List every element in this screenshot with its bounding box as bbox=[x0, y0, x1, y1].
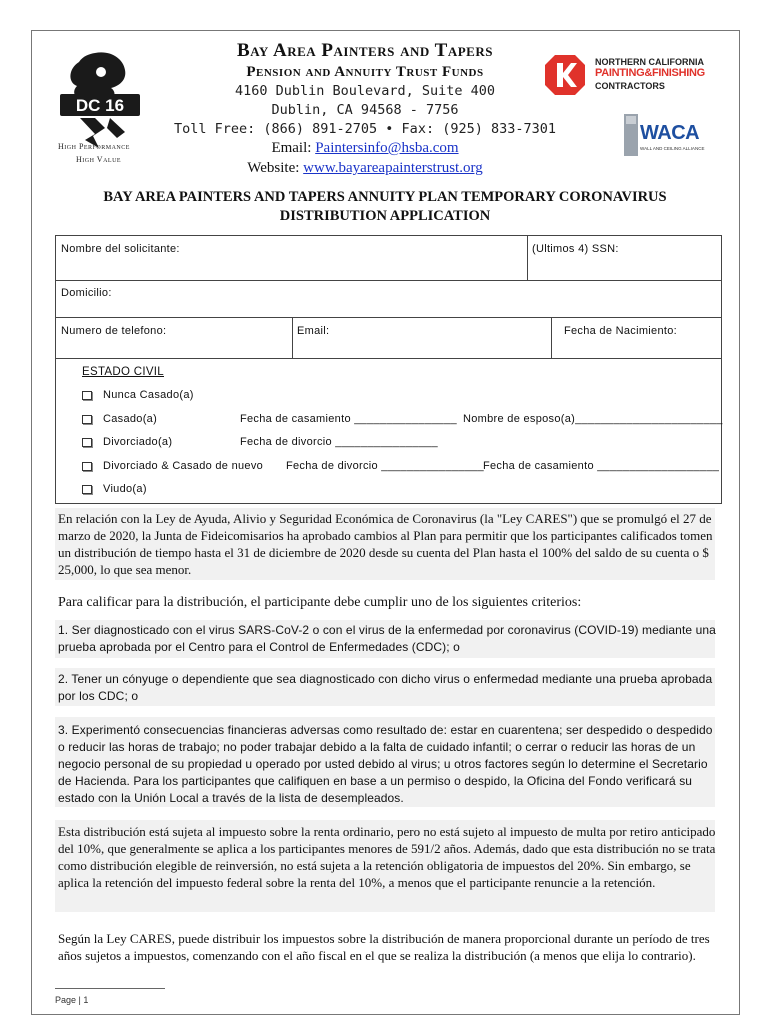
ncp-line-1: NORTHERN CALIFORNIA bbox=[595, 57, 704, 67]
ssn-field[interactable] bbox=[527, 235, 722, 281]
fund-name: Pension and Annuity Trust Funds bbox=[246, 64, 484, 80]
waca-logo bbox=[622, 112, 712, 160]
form-title-line-1: BAY AREA PAINTERS AND TAPERS ANNUITY PLAN TEMPORARY CORONAVIRUS bbox=[103, 189, 667, 205]
paragraph-tax: Esta distribución está sujeta al impuesto sobre la renta ordinario, pero no está sujeto al impuesto de multa por retiro anticipado del 10%, que generalmente se aplica a los participantes menores de 591/2 años. Además, dado que esta distribución no se trata como distribución elegible de reinversión, no está sujeta a la retención obligatoria de impuestos del 20%. Sin embargo, se aplica la retención del impuesto federal sobre la renta del 10%, a menos que el participante renuncie a la retención. bbox=[58, 824, 716, 890]
dc16-tagline-1: High Performance bbox=[58, 142, 130, 151]
civil-status-heading: ESTADO CIVIL bbox=[82, 366, 164, 378]
ncp-line-2: PAINTING&FINISHING bbox=[595, 67, 705, 79]
checkbox[interactable] bbox=[82, 438, 92, 447]
address-line-1: 4160 Dublin Boulevard, Suite 400 bbox=[234, 83, 496, 99]
email-field[interactable] bbox=[292, 317, 552, 359]
widowed-label: Viudo(a) bbox=[103, 483, 147, 495]
marriage-date-field[interactable]: Fecha de casamiento ________________ bbox=[240, 413, 457, 425]
option-divorced[interactable] bbox=[82, 436, 172, 448]
married-label: Casado(a) bbox=[103, 413, 158, 425]
form-title-line-2: DISTRIBUTION APPLICATION bbox=[279, 208, 491, 224]
phone-fax: Toll Free: (866) 891-2705 • Fax: (925) 833-7301 bbox=[173, 121, 556, 137]
ncp-k-icon bbox=[545, 55, 585, 95]
email-link[interactable]: Paintersinfo@hsba.com bbox=[315, 140, 459, 156]
address-line-2: Dublin, CA 94568 - 7756 bbox=[271, 102, 459, 118]
dob-field[interactable] bbox=[551, 317, 722, 359]
website-label: Website: bbox=[247, 160, 304, 176]
checkbox[interactable] bbox=[82, 462, 92, 471]
checkbox[interactable] bbox=[82, 485, 92, 494]
never-married-label: Nunca Casado(a) bbox=[103, 389, 194, 401]
marriage-date-2-field[interactable]: Fecha de casamiento ___________________ bbox=[483, 460, 720, 472]
spouse-name-field[interactable]: Nombre de esposo(a)_______________________ bbox=[463, 413, 723, 425]
email-field-label: Email: bbox=[297, 325, 330, 337]
ncp-line-3: CONTRACTORS bbox=[595, 81, 665, 91]
applicant-name-label: Nombre del solicitante: bbox=[61, 243, 180, 255]
divorced-label: Divorciado(a) bbox=[103, 436, 173, 448]
address-label: Domicilio: bbox=[61, 287, 112, 299]
applicant-name-field[interactable] bbox=[55, 235, 528, 281]
dc16-tagline bbox=[58, 140, 148, 166]
letterhead bbox=[160, 40, 570, 178]
divorce-date-2-field[interactable]: Fecha de divorcio ________________ bbox=[286, 460, 484, 472]
checkbox[interactable] bbox=[82, 391, 92, 400]
ncp-logo bbox=[545, 55, 715, 99]
paragraph-tax-spread: Según la Ley CARES, puede distribuir los impuestos sobre la distribución de manera proporcional durante un período de tres años sujetos a impuestos, comenzando con el año fiscal en el que se realiza la distribución (a menos que elija lo contrario). bbox=[58, 931, 710, 963]
divorce-date-field[interactable]: Fecha de divorcio ________________ bbox=[240, 436, 438, 448]
ssn-label: (Ultimos 4) SSN: bbox=[532, 243, 619, 255]
divorced-remarried-label: Divorciado & Casado de nuevo bbox=[103, 460, 264, 472]
email-line bbox=[160, 139, 570, 158]
page-number: Page | 1 bbox=[55, 995, 89, 1005]
option-widowed[interactable] bbox=[82, 483, 147, 495]
dc16-tagline-2: High Value bbox=[76, 155, 122, 164]
paragraph-cares-act: En relación con la Ley de Ayuda, Alivio y Seguridad Económica de Coronavirus (la "Ley CARES") que se promulgó el 27 de marzo de 2020, la Junta de Fideicomisarios ha aprobado cambios al Plan para permitir que los participantes calificados tomen un distribución de tiempo hasta el 31 de diciembre de 2020 desde su cuenta del Plan hasta el 100% del saldo de su cuenta o $ 25,000, lo que sea menor. bbox=[58, 511, 713, 577]
criterion-1: 1. Ser diagnosticado con el virus SARS-CoV-2 o con el virus de la enfermedad por coronavirus (COVID-19) mediante una prueba aprobada por el Centro para el Control de Enfermedades (CDC); o bbox=[58, 623, 716, 654]
svg-text:DC 16: DC 16 bbox=[75, 96, 125, 115]
website-line bbox=[160, 158, 570, 178]
waca-subtitle: WALL AND CEILING ALLIANCE bbox=[640, 146, 705, 151]
paragraph-criteria-intro: Para calificar para la distribución, el participante debe cumplir uno de los siguientes criterios: bbox=[58, 595, 582, 610]
civil-status-section bbox=[55, 358, 722, 504]
option-divorced-remarried[interactable] bbox=[82, 460, 263, 472]
criterion-2: 2. Tener un cónyuge o dependiente que sea diagnosticado con dicho virus o enfermedad mediante una prueba aprobada por los CDC; o bbox=[58, 672, 713, 703]
phone-label: Numero de telefono: bbox=[61, 325, 167, 337]
footer-divider bbox=[55, 988, 165, 989]
form-title bbox=[70, 188, 700, 226]
website-link[interactable]: www.bayareapainterstrust.org bbox=[303, 160, 483, 176]
option-never-married[interactable] bbox=[82, 389, 194, 401]
org-name: Bay Area Painters and Tapers bbox=[237, 40, 493, 61]
email-label: Email: bbox=[271, 140, 316, 156]
address-field[interactable] bbox=[55, 280, 722, 318]
dob-label: Fecha de Nacimiento: bbox=[564, 325, 677, 337]
phone-field[interactable] bbox=[55, 317, 293, 359]
checkbox[interactable] bbox=[82, 415, 92, 424]
waca-name: WACA bbox=[640, 122, 700, 144]
option-married[interactable] bbox=[82, 413, 157, 425]
criterion-3: 3. Experimentó consecuencias financieras adversas como resultado de: estar en cuarentena; ser despedido o despedido o reducir las horas de trabajo; no poder trabajar debido a la falta de cuidado infantil; o cerrar o reducir las horas de un negocio personal de su propiedad u operado por usted debido al virus; u otros factores según lo determine el Secretario de Hacienda. Para los participantes que califiquen en base a un permiso o despido, la Oficina del Fondo verificará su estado con la Unión Local a través de la lista de desempleados. bbox=[58, 723, 713, 805]
